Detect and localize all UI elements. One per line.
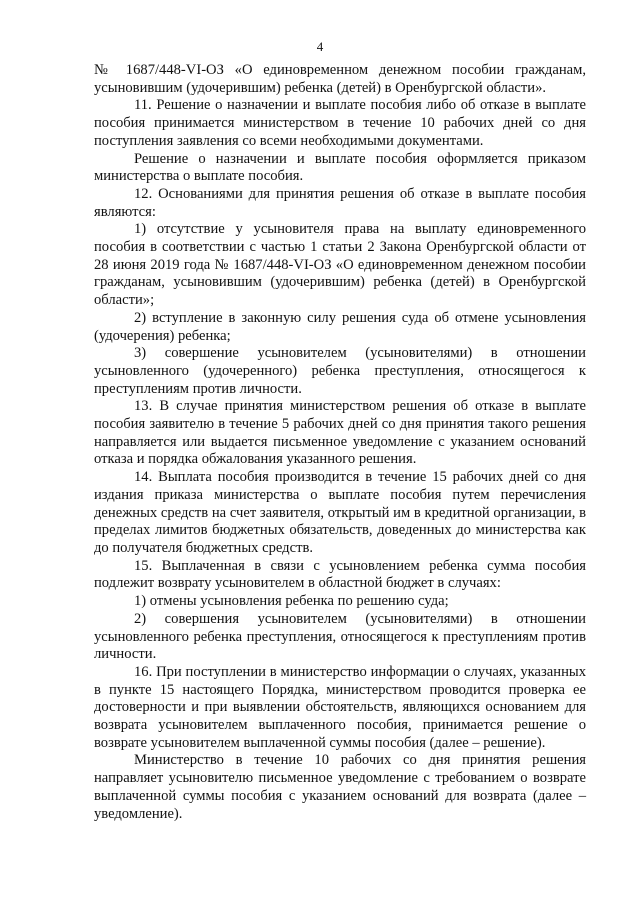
paragraph-12-item-1: 1) отсутствие у усыновителя права на выплату единовременного пособия в соответствии с частью 1 статьи 2 Закона Оренбургской области от 28 июня 2019 года № 1687/448-VI-ОЗ «О единовременном денежном пособии гражданам, усыновившим (удочерившим) ребенка (детей) в Оренбургской области»;	[94, 221, 586, 309]
paragraph-15-item-2: 2) совершения усыновителем (усыновителями) в отношении усыновленного ребенка преступления, относящегося к преступлениям против личности.	[94, 610, 586, 663]
paragraph-11-decision-term: 11. Решение о назначении и выплате пособия либо об отказе в выплате пособия принимается министерством в течение 10 рабочих дней со дня поступления заявления со всеми необходимыми документами.	[94, 97, 586, 149]
paragraph-16-verification: 16. При поступлении в министерство информации о случаях, указанных в пункте 15 настоящего Порядка, министерством проводится проверка ее достоверности и при выявлении обстоятельств, являющихся основанием для возврата усыновителем выплаченного пособия, принимается решение о возврате усыновителем выплаченной суммы пособия (далее – решение).	[94, 663, 586, 751]
paragraph-13-refusal-notice: 13. В случае принятия министерством решения об отказе в выплате пособия заявителю в течение 5 рабочих дней со дня принятия такого решения направляется или выдается письменное уведомление с указанием оснований отказа и порядка обжалования указанного решения.	[94, 398, 586, 468]
document-body	[94, 62, 586, 823]
paragraph-12-item-3: 3) совершение усыновителем (усыновителями) в отношении усыновленного (удочеренного) ребенка преступления, относящегося к преступлениям против личности.	[94, 345, 586, 397]
paragraph-14-payment: 14. Выплата пособия производится в течение 15 рабочих дней со дня издания приказа министерства о выплате пособия путем перечисления денежных средств на счет заявителя, открытый им в кредитной организации, в пределах лимитов бюджетных обязательств, доведенных до министерства как до получателя бюджетных средств.	[94, 469, 586, 556]
paragraph-12-item-2: 2) вступление в законную силу решения суда об отмене усыновления (удочерения) ребенка;	[94, 309, 586, 344]
page-number: 4	[316, 39, 324, 54]
paragraph-refund-notification: Министерство в течение 10 рабочих со дня принятия решения направляет усыновителю письменное уведомление с требованием о возврате выплаченной суммы пособия с указанием оснований для возврата (далее – уведомление).	[94, 752, 586, 822]
paragraph-decision-order: Решение о назначении и выплате пособия оформляется приказом министерства о выплате пособия.	[94, 150, 586, 185]
paragraph-law-reference-continuation: № 1687/448-VI-ОЗ «О единовременном денежном пособии гражданам, усыновившим (удочерившим) ребенка (детей) в Оренбургской области».	[94, 62, 586, 96]
paragraph-15-refund-cases: 15. Выплаченная в связи с усыновлением ребенка сумма пособия подлежит возврату усыновителем в областной бюджет в случаях:	[94, 557, 586, 592]
paragraph-12-refusal-grounds: 12. Основаниями для принятия решения об отказе в выплате пособия являются:	[94, 185, 586, 220]
paragraph-15-item-1: 1) отмены усыновления ребенка по решению суда;	[134, 593, 449, 610]
